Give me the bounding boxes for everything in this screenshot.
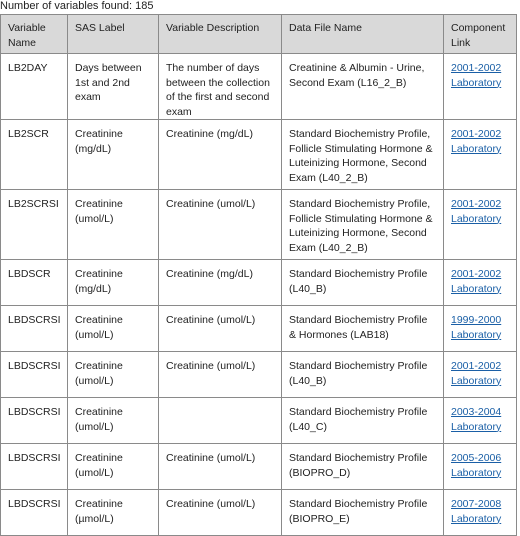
variable-description-cell: Creatinine (umol/L) — [159, 352, 282, 398]
variables-table — [0, 14, 517, 536]
variable-description-cell: Creatinine (umol/L) — [159, 190, 282, 260]
sas-label-cell: Creatinine (umol/L) — [68, 190, 159, 260]
data-file-name-cell: Standard Biochemistry Profile (BIOPRO_E) — [282, 490, 444, 536]
data-file-name-cell: Standard Biochemistry Profile & Hormones (LAB18) — [282, 306, 444, 352]
table-row — [1, 120, 517, 190]
component-link-cell — [444, 120, 517, 190]
component-link[interactable]: 1999-2000 Laboratory — [451, 314, 502, 341]
variable-description-cell: Creatinine (mg/dL) — [159, 120, 282, 190]
sas-label-cell: Days between 1st and 2nd exam — [68, 54, 159, 120]
component-link-cell — [444, 398, 517, 444]
table-row — [1, 398, 517, 444]
component-link-cell — [444, 352, 517, 398]
variable-name-cell: LBDSCRSI — [1, 398, 68, 444]
variable-name-cell: LBDSCRSI — [1, 444, 68, 490]
data-file-name-cell: Standard Biochemistry Profile (L40_C) — [282, 398, 444, 444]
table-header-row — [1, 15, 517, 54]
sas-label-cell: Creatinine (mg/dL) — [68, 120, 159, 190]
sas-label-cell: Creatinine (umol/L) — [68, 398, 159, 444]
variable-name-cell: LBDSCRSI — [1, 352, 68, 398]
data-file-name-cell: Standard Biochemistry Profile, Follicle Stimulating Hormone & Luteinizing Hormone, Second Exam (L40_2_B) — [282, 190, 444, 260]
variable-name-cell: LBDSCRSI — [1, 306, 68, 352]
table-row — [1, 54, 517, 120]
variable-description-cell — [159, 398, 282, 444]
variable-description-cell: Creatinine (umol/L) — [159, 306, 282, 352]
header-sas-label: SAS Label — [68, 15, 159, 54]
variable-name-cell: LB2SCRSI — [1, 190, 68, 260]
component-link-cell — [444, 444, 517, 490]
sas-label-cell: Creatinine (umol/L) — [68, 444, 159, 490]
data-file-name-cell: Creatinine & Albumin - Urine, Second Exam (L16_2_B) — [282, 54, 444, 120]
data-file-name-cell: Standard Biochemistry Profile (L40_B) — [282, 352, 444, 398]
component-link[interactable]: 2001-2002 Laboratory — [451, 268, 502, 295]
variable-description-cell: The number of days between the collection of the first and second exam — [159, 54, 282, 120]
component-link[interactable]: 2001-2002 Laboratory — [451, 198, 502, 225]
variable-name-cell: LB2DAY — [1, 54, 68, 120]
results-count: Number of variables found: 185 — [0, 0, 154, 12]
sas-label-cell: Creatinine (mg/dL) — [68, 260, 159, 306]
component-link[interactable]: 2001-2002 Laboratory — [451, 360, 502, 387]
component-link-cell — [444, 190, 517, 260]
data-file-name-cell: Standard Biochemistry Profile (BIOPRO_D) — [282, 444, 444, 490]
component-link[interactable]: 2001-2002 Laboratory — [451, 62, 502, 89]
table-row — [1, 444, 517, 490]
variable-name-cell: LBDSCRSI — [1, 490, 68, 536]
header-variable-description: Variable Description — [159, 15, 282, 54]
variable-name-cell: LB2SCR — [1, 120, 68, 190]
header-data-file-name: Data File Name — [282, 15, 444, 54]
component-link-cell — [444, 54, 517, 120]
sas-label-cell: Creatinine (µmol/L) — [68, 490, 159, 536]
component-link[interactable]: 2001-2002 Laboratory — [451, 128, 502, 155]
component-link[interactable]: 2003-2004 Laboratory — [451, 406, 502, 433]
sas-label-cell: Creatinine (umol/L) — [68, 306, 159, 352]
header-variable-name: Variable Name — [1, 15, 68, 54]
component-link-cell — [444, 306, 517, 352]
component-link[interactable]: 2007-2008 Laboratory — [451, 498, 502, 525]
variable-name-cell: LBDSCR — [1, 260, 68, 306]
table-row — [1, 352, 517, 398]
component-link-cell — [444, 260, 517, 306]
data-file-name-cell: Standard Biochemistry Profile (L40_B) — [282, 260, 444, 306]
header-component-link: Component Link — [444, 15, 517, 54]
table-row — [1, 306, 517, 352]
table-row — [1, 490, 517, 536]
component-link[interactable]: 2005-2006 Laboratory — [451, 452, 502, 479]
table-row — [1, 190, 517, 260]
sas-label-cell: Creatinine (umol/L) — [68, 352, 159, 398]
table-row — [1, 260, 517, 306]
variable-description-cell: Creatinine (umol/L) — [159, 490, 282, 536]
component-link-cell — [444, 490, 517, 536]
variable-description-cell: Creatinine (mg/dL) — [159, 260, 282, 306]
variable-description-cell: Creatinine (umol/L) — [159, 444, 282, 490]
data-file-name-cell: Standard Biochemistry Profile, Follicle Stimulating Hormone & Luteinizing Hormone, Second Exam (L40_2_B) — [282, 120, 444, 190]
